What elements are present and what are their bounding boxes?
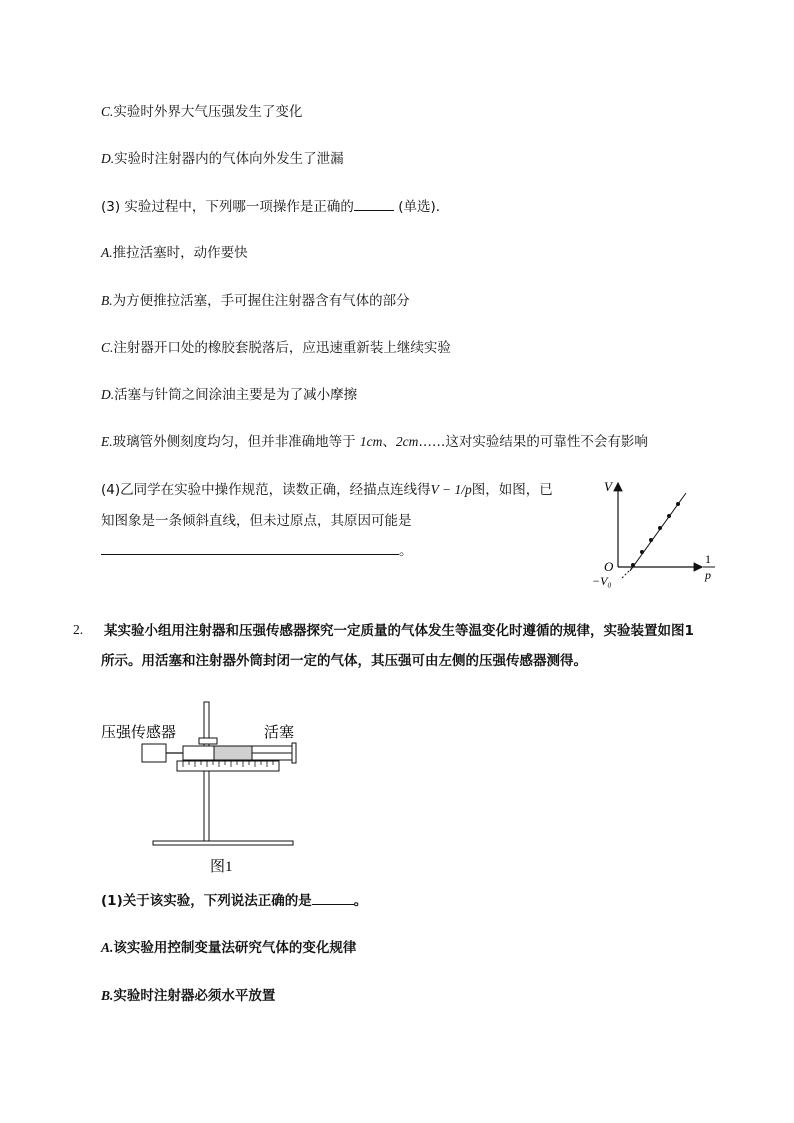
- option-text: 注射器开口处的橡胶套脱落后，应迅速重新装上继续实验: [113, 340, 451, 356]
- option-text-2: ……这对实验结果的可靠性不会有影响: [418, 434, 648, 450]
- q1-subquestion-3: [101, 197, 449, 217]
- q1-s3-option-c: [101, 338, 451, 358]
- option-text: 实验时外界大气压强发生了变化: [113, 104, 303, 120]
- q2-option-a: [101, 938, 356, 958]
- option-letter: D.: [101, 387, 115, 402]
- answer-blank[interactable]: [101, 541, 399, 555]
- unit-2cm: 2cm: [395, 434, 419, 449]
- option-text: 活塞与针筒之间涂油主要是为了减小摩擦: [114, 387, 358, 403]
- q2-subquestion-1: [101, 891, 367, 911]
- data-point: [667, 514, 671, 518]
- figure-caption: 图1: [210, 859, 233, 875]
- option-letter: E.: [101, 434, 113, 449]
- option-text: 为方便推拉活塞，手可握住注射器含有气体的部分: [112, 293, 410, 309]
- clamp: [199, 738, 217, 744]
- q1-option-c: [101, 102, 302, 122]
- data-point: [658, 526, 662, 530]
- q2-stem-line1: [104, 621, 694, 641]
- question-text-2: 图，如图，已: [471, 482, 553, 498]
- question-text: 知图象是一条倾斜直线，但未过原点，其原因可能是: [101, 513, 412, 529]
- piston-label: 活塞: [264, 725, 295, 741]
- apparatus-figure: [95, 700, 305, 880]
- piston-handle: [292, 743, 296, 763]
- option-text: 实验时注射器必须水平放置: [113, 988, 276, 1004]
- y-axis-label: V: [604, 479, 612, 494]
- option-letter: B.: [101, 293, 113, 308]
- stand-pole: [204, 702, 209, 843]
- option-letter: A.: [101, 245, 113, 260]
- q2-stem-line2: [101, 651, 587, 671]
- intercept-label: −V₀: [592, 574, 612, 588]
- stem-text: 所示。用活塞和注射器外筒封闭一定的气体，其压强可由左侧的压强传感器测得。: [101, 653, 587, 669]
- data-point: [676, 502, 680, 506]
- question-text-end: (单选)．: [393, 199, 450, 215]
- data-point: [649, 538, 653, 542]
- q1-subquestion-4-line1: [101, 480, 553, 500]
- x-label-denominator: p: [705, 568, 711, 582]
- stand-base: [153, 841, 293, 845]
- question-2-number: 2.: [73, 622, 84, 637]
- q1-s3-option-b: [101, 291, 410, 311]
- formula: V − 1/p: [430, 482, 472, 497]
- q2-option-b: [101, 986, 275, 1006]
- option-letter: B.: [101, 988, 114, 1003]
- q1-option-d: [101, 149, 344, 169]
- question-text: (4)乙同学在实验中操作规范，读数正确，经描点连线得: [101, 482, 431, 498]
- piston: [214, 746, 252, 760]
- option-text: 该实验用控制变量法研究气体的变化规律: [113, 940, 357, 956]
- q1-s3-option-e: [101, 432, 648, 452]
- data-point: [631, 563, 635, 567]
- option-letter: C.: [101, 104, 114, 119]
- q1-subquestion-4-line2: [101, 511, 412, 531]
- q1-subquestion-4-blank-line: [101, 541, 413, 561]
- origin-label: O: [604, 559, 614, 574]
- question-text-end: 。: [353, 893, 368, 909]
- scale-ruler: [177, 761, 279, 771]
- option-text: 实验时注射器内的气体向外发生了泄漏: [114, 151, 344, 167]
- unit-1cm: 1cm: [359, 434, 383, 449]
- pressure-sensor: [142, 744, 166, 762]
- question-text: (1)关于该实验，下列说法正确的是: [101, 893, 312, 909]
- question-text: (3) 实验过程中，下列哪一项操作是正确的: [101, 199, 354, 215]
- v-inverse-p-graph: [580, 475, 730, 595]
- option-letter: C.: [101, 340, 114, 355]
- option-text: 玻璃管外侧刻度均匀，但并非准确地等于: [112, 434, 360, 450]
- q1-s3-option-a: [101, 243, 248, 263]
- stem-text: 某实验小组用注射器和压强传感器探究一定质量的气体发生等温变化时遵循的规律，实验装置如图1: [104, 623, 694, 639]
- data-point: [640, 550, 644, 554]
- separator: 、: [382, 434, 396, 450]
- q1-s3-option-d: [101, 385, 357, 405]
- answer-blank[interactable]: [354, 197, 394, 211]
- x-label-numerator: 1: [705, 552, 711, 566]
- line-end: 。: [399, 543, 413, 559]
- option-text: 推拉活塞时，动作要快: [112, 245, 248, 261]
- sensor-label: 压强传感器: [101, 725, 177, 741]
- option-letter: D.: [101, 151, 115, 166]
- answer-blank[interactable]: [312, 891, 354, 905]
- option-letter: A.: [101, 940, 114, 955]
